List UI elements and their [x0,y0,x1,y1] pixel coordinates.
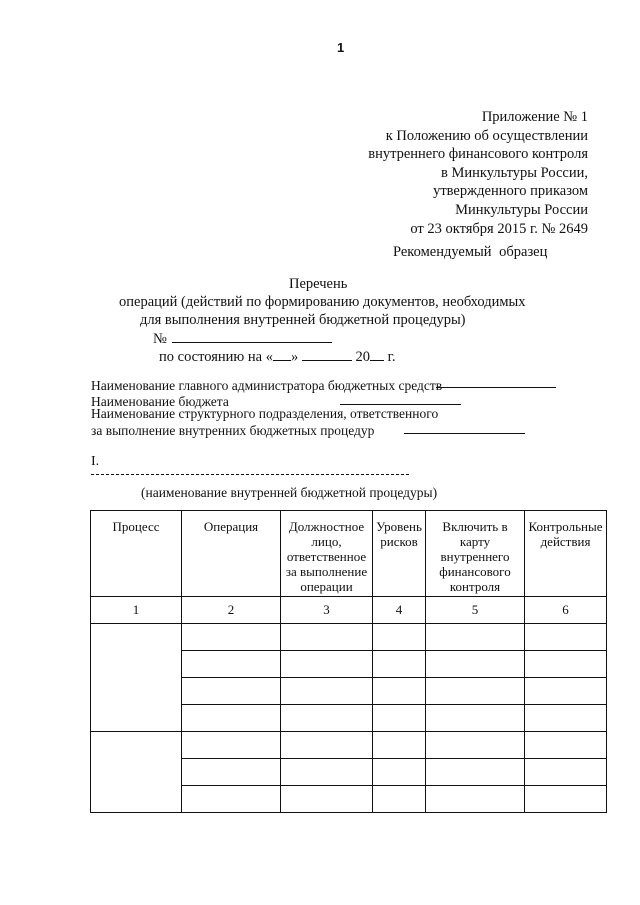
table-cell [426,759,525,786]
column-number: 3 [281,597,373,624]
table-row [91,732,607,759]
table-cell [426,732,525,759]
appendix-line: к Положению об осуществлении [385,127,588,144]
month-blank [302,348,352,361]
table-cell [525,786,607,813]
document-subtitle-line1: операций (действий по формированию документов, необходимых [119,294,526,310]
number-sign: № [153,331,167,347]
table-cell [281,678,373,705]
table-cell [373,732,426,759]
table-cell [281,624,373,651]
appendix-line: Минкультуры России [455,201,588,218]
page-number: 1 [337,40,345,55]
year-blank [370,348,384,361]
table-cell [281,759,373,786]
table-header-row [91,511,607,597]
appendix-header [368,108,588,238]
table-cell [525,759,607,786]
table-cell [426,786,525,813]
table-cell [182,786,281,813]
status-year: 20 [355,349,370,365]
process-cell [91,624,182,732]
column-number-row [91,597,607,624]
table-cell [281,786,373,813]
table-cell [281,705,373,732]
table-cell [426,705,525,732]
column-number: 4 [373,597,426,624]
admin-name-blank [436,387,556,388]
appendix-line: внутреннего финансового контроля [368,146,588,163]
status-prefix: по состоянию на « [159,349,273,365]
unit-name-label-line2: за выполнение внутренних бюджетных процедур [91,423,375,438]
table-cell [373,786,426,813]
column-number: 1 [91,597,182,624]
section-number: I. [91,454,100,469]
table-row [91,624,607,651]
status-date-line [159,348,396,366]
appendix-line: утвержденного приказом [433,183,588,200]
table-cell [182,624,281,651]
procedure-name-dashed-line [91,474,409,475]
table-cell [373,651,426,678]
unit-name-blank [404,433,525,434]
status-quote-close: » [290,349,299,365]
header-control-actions: Контрольные действия [525,511,607,597]
table-cell [426,678,525,705]
appendix-line: Приложение № 1 [481,109,588,125]
admin-name-label: Наименование главного администратора бюджетных средств [91,378,443,393]
column-number: 6 [525,597,607,624]
procedure-name-caption: (наименование внутренней бюджетной процедуры) [141,485,438,500]
table-cell [182,678,281,705]
document-subtitle-line2: для выполнения внутренней бюджетной процедуры) [140,312,466,328]
appendix-line: от 23 октября 2015 г. № 2649 [410,220,588,237]
operations-table [90,510,607,813]
header-include-in-control-map: Включить в карту внутреннего финансового контроля [426,511,525,597]
budget-name-blank [340,404,461,405]
table-cell [426,624,525,651]
table-cell [281,651,373,678]
process-cell [91,732,182,813]
table-cell [525,651,607,678]
number-blank [172,330,332,343]
table-cell [525,732,607,759]
table-cell [525,678,607,705]
header-risk-level: Уровень рисков [373,511,426,597]
document-title: Перечень [289,276,348,292]
recommended-sample-label: Рекомендуемый образец [393,244,548,260]
budget-name-label: Наименование бюджета [91,394,229,409]
day-blank [273,348,291,361]
appendix-line: в Минкультуры России, [441,164,588,181]
table-cell [182,759,281,786]
table-cell [281,732,373,759]
table-cell [525,705,607,732]
header-responsible-person: Должностное лицо, ответственное за выполнение операции [281,511,373,597]
table-cell [182,732,281,759]
header-process: Процесс [91,511,182,597]
header-operation: Операция [182,511,281,597]
table-cell [373,705,426,732]
table-cell [373,678,426,705]
column-number: 2 [182,597,281,624]
table-cell [426,651,525,678]
table-cell [182,651,281,678]
table-cell [182,705,281,732]
status-suffix: г. [387,349,396,365]
table-cell [373,759,426,786]
table-cell [373,624,426,651]
column-number: 5 [426,597,525,624]
document-number-line [153,330,332,348]
table-cell [525,624,607,651]
unit-name-label-line1: Наименование структурного подразделения, ответственного [91,406,439,421]
